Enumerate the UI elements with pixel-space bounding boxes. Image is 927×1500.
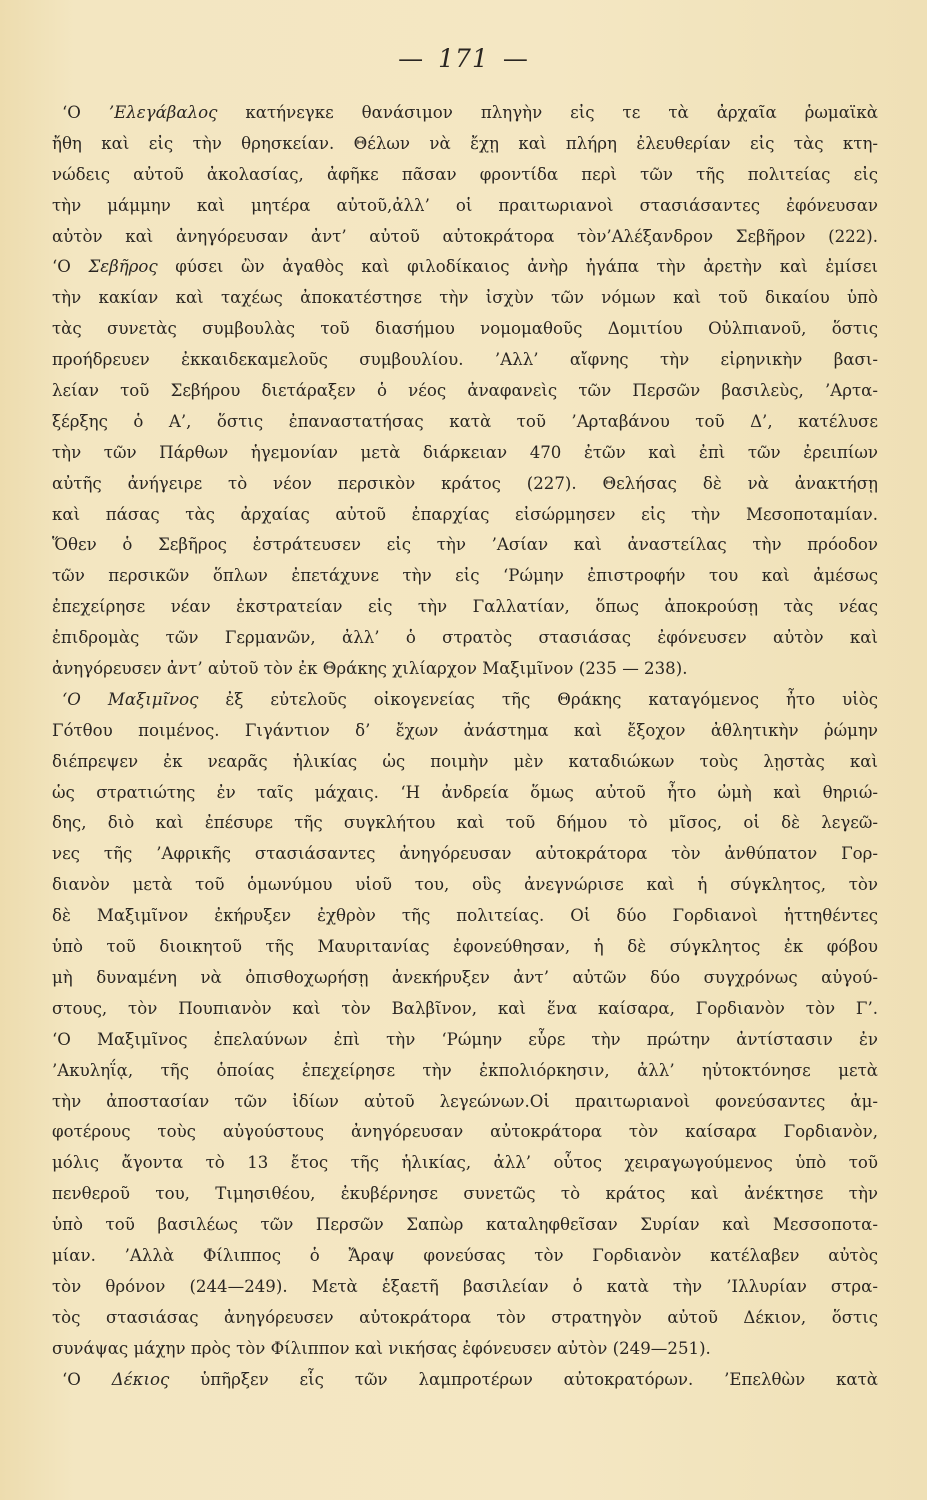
text-fragment: αὐτῆς ἀνήγειρε τὸ νέον περσικὸν κράτος (227). Θελήσας δὲ νὰ ἀνακτήσῃ — [52, 473, 878, 493]
text-fragment: πενθεροῦ του, Τιμησιθέου, ἐκυβέρνησε συνετῶς τὸ κράτος καὶ ἀνέκτησε τὴν — [52, 1184, 878, 1204]
text-line — [52, 623, 878, 654]
text-fragment: τὴν κακίαν καὶ ταχέως ἀποκατέστησε τὴν ἰσχὺν τῶν νόμων καὶ τοῦ δικαίου ὑπὸ — [52, 288, 878, 308]
text-fragment: τῶν περσικῶν ὅπλων ἐπετάχυνε τὴν εἰς ‘Ρώμην ἐπιστροφήν του καὶ ἀμέσως — [52, 566, 878, 586]
text-fragment: συνάψας μάχην πρὸς τὸν Φίλιππον καὶ νικήσας ἐφόνευσεν αὐτὸν (249—251). — [52, 1338, 711, 1358]
text-fragment: νες τῆς ’Αφρικῆς στασιάσαντες ἀνηγόρευσαν αὐτοκράτορα τὸν ἀνθύπατον Γορ- — [52, 844, 878, 864]
text-line — [52, 839, 878, 870]
text-line — [52, 654, 878, 685]
text-fragment: τὸν θρόνον (244—249). Μετὰ ἑξαετῆ βασιλείαν ὁ κατὰ τὴν ’Ιλλυρίαν στρα- — [52, 1276, 878, 1296]
text-fragment: ξέρξης ὁ Α’, ὅστις ἐπαναστατήσας κατὰ τοῦ ’Αρταβάνου τοῦ Δ’, κατέλυσε — [52, 411, 878, 431]
text-fragment: ὑπὸ τοῦ βασιλέως τῶν Περσῶν Σαπὼρ καταληφθεῖσαν Συρίαν καὶ Μεσσοποτα- — [52, 1215, 878, 1235]
text-fragment: φύσει ὢν ἀγαθὸς καὶ φιλοδίκαιος ἀνὴρ ἠγάπα τὴν ἀρετὴν καὶ ἐμίσει — [157, 257, 878, 277]
text-fragment: ὑπὸ τοῦ διοικητοῦ τῆς Μαυριτανίας ἐφονεύθησαν, ἡ δὲ σύγκλητος ἐκ φόβου — [52, 937, 878, 957]
text-fragment: ὑπῆρξεν εἷς τῶν λαμπροτέρων αὐτοκρατόρων. ’Επελθὼν κατὰ — [169, 1369, 878, 1389]
text-fragment: δης, διὸ καὶ ἐπέσυρε τῆς συγκλήτου καὶ τοῦ δήμου τὸ μῖσος, οἱ δὲ λεγεῶ- — [52, 813, 878, 833]
text-fragment: προήδρευεν ἐκκαιδεκαμελοῦς συμβουλίου. ’Αλλ’ αἴφνης τὴν εἰρηνικὴν βασι- — [52, 350, 878, 370]
text-line — [52, 808, 878, 839]
text-fragment: τὴν τῶν Πάρθων ἡγεμονίαν μετὰ διάρκειαν 470 ἐτῶν καὶ ἐπὶ τῶν ἐρειπίων — [52, 442, 878, 462]
text-line — [52, 530, 878, 561]
text-fragment: μίαν. ’Αλλὰ Φίλιππος ὁ Ἄραψ φονεύσας τὸν Γορδιανὸν κατέλαβεν αὐτὸς — [52, 1245, 878, 1265]
text-line — [52, 1365, 878, 1396]
body-text — [52, 98, 878, 1395]
text-fragment: Γότθου ποιμένος. Γιγάντιον δ’ ἔχων ἀνάστημα καὶ ἔξοχον ἀθλητικὴν ῥώμην — [52, 720, 878, 740]
text-line — [52, 98, 878, 129]
text-line — [52, 870, 878, 901]
text-line — [52, 561, 878, 592]
text-fragment: Ὅθεν ὁ Σεβῆρος ἐστράτευσεν εἰς τὴν ’Ασίαν καὶ ἀναστείλας τὴν πρόοδον — [52, 535, 878, 555]
text-line — [52, 376, 878, 407]
text-line — [52, 778, 878, 809]
page-number-dash-right: — — [502, 44, 529, 73]
text-fragment: ἐπεχείρησε νέαν ἐκστρατείαν εἰς τὴν Γαλλατίαν, ὅπως ἀποκρούσῃ τὰς νέας — [52, 597, 878, 617]
text-line — [52, 1272, 878, 1303]
text-fragment: ἐξ εὐτελοῦς οἰκογενείας τῆς Θράκης καταγόμενος ἦτο υἱὸς — [198, 689, 878, 709]
text-fragment: ‘Ο — [52, 257, 89, 277]
text-fragment: ‘Ο — [62, 103, 109, 122]
text-line — [52, 1179, 878, 1210]
text-fragment: δὲ Μαξιμῖνον ἐκήρυξεν ἐχθρὸν τῆς πολιτείας. Οἱ δύο Γορδιανοὶ ἡττηθέντες — [52, 906, 878, 926]
text-line — [52, 1148, 878, 1179]
text-line — [52, 994, 878, 1025]
emperor-name: ‘Ο Μαξιμῖνος — [62, 689, 199, 709]
text-fragment: καὶ πάσας τὰς ἀρχαίας αὐτοῦ ἐπαρχίας εἰσώρμησεν εἰς τὴν Μεσοποταμίαν. — [52, 504, 878, 524]
text-fragment: ἐπιδρομὰς τῶν Γερμανῶν, ἀλλ’ ὁ στρατὸς στασιάσας ἐφόνευσεν αὐτὸν καὶ — [52, 628, 878, 648]
text-line — [52, 1117, 878, 1148]
text-fragment: διέπρεψεν ἐκ νεαρᾶς ἡλικίας ὡς ποιμὴν μὲν καταδιώκων τοὺς λῃστὰς καὶ — [52, 751, 878, 771]
text-fragment: ἤθη καὶ εἰς τὴν θρησκείαν. Θέλων νὰ ἔχῃ καὶ πλήρη ἐλευθερίαν εἰς τὰς κτη- — [52, 133, 878, 153]
text-fragment: νώδεις αὐτοῦ ἀκολασίας, ἀφῆκε πᾶσαν φροντίδα περὶ τῶν τῆς πολιτείας εἰς — [52, 164, 878, 184]
text-line — [52, 469, 878, 500]
text-fragment: τὰς συνετὰς συμβουλὰς τοῦ διασήμου νομομαθοῦς Δομιτίου Οὐλπιανοῦ, ὅστις — [52, 319, 878, 339]
text-fragment: τὸς στασιάσας ἀνηγόρευσεν αὐτοκράτορα τὸν στρατηγὸν αὐτοῦ Δέκιον, ὅστις — [52, 1307, 878, 1327]
text-line — [52, 901, 878, 932]
text-line — [52, 685, 878, 716]
text-line — [52, 407, 878, 438]
text-fragment: στους, τὸν Πουπιανὸν καὶ τὸν Βαλβῖνον, καὶ ἕνα καίσαρα, Γορδιανὸν τὸν Γ’. — [52, 998, 878, 1018]
text-line — [52, 1210, 878, 1241]
text-fragment: αὐτὸν καὶ ἀνηγόρευσαν ἀντ’ αὐτοῦ αὐτοκράτορα τὸν’Αλέξανδρον Σεβῆρον (222). — [52, 226, 878, 246]
text-line — [52, 1056, 878, 1087]
text-line — [52, 1241, 878, 1272]
emperor-name: ’Ελεγάβαλος — [108, 103, 218, 122]
text-fragment: λείαν τοῦ Σεβήρου διετάραξεν ὁ νέος ἀναφανεὶς τῶν Περσῶν βασιλεὺς, ’Αρτα- — [52, 381, 878, 401]
text-fragment: τὴν ἀποστασίαν τῶν ἰδίων αὐτοῦ λεγεώνων.Οἱ πραιτωριανοὶ φονεύσαντες ἀμ- — [52, 1091, 878, 1111]
text-fragment: ἀνηγόρευσεν ἀντ’ αὐτοῦ τὸν ἐκ Θράκης χιλίαρχον Μαξιμῖνον (235 — 238). — [52, 659, 688, 679]
text-fragment: ‘Ο — [62, 1369, 112, 1389]
text-line — [52, 160, 878, 191]
text-line — [52, 1334, 878, 1365]
text-fragment: ‘Ο Μαξιμῖνος ἐπελαύνων ἐπὶ τὴν ‘Ρώμην εὗρε τὴν πρώτην ἀντίστασιν ἐν — [52, 1029, 878, 1049]
text-line — [52, 191, 878, 222]
page-number: 171 — [438, 44, 489, 73]
text-line — [52, 129, 878, 160]
page-number-dash-left: — — [398, 44, 425, 73]
text-line — [52, 314, 878, 345]
text-line — [52, 932, 878, 963]
text-line — [52, 1087, 878, 1118]
text-fragment: μὴ δυναμένη νὰ ὀπισθοχωρήσῃ ἀνεκήρυξεν ἀντ’ αὐτῶν δύο συγχρόνως αὐγού- — [52, 967, 878, 987]
text-line — [52, 963, 878, 994]
text-line — [52, 345, 878, 376]
text-line — [52, 438, 878, 469]
text-fragment: κατήνεγκε θανάσιμον πληγὴν εἰς τε τὰ ἀρχαῖα ῥωμαϊκὰ — [217, 103, 878, 122]
text-line — [52, 252, 878, 283]
text-line — [52, 283, 878, 314]
text-line — [52, 747, 878, 778]
emperor-name: Σεβῆρος — [88, 257, 158, 277]
text-fragment: διανὸν μετὰ τοῦ ὁμωνύμου υἱοῦ του, οὓς ἀνεγνώρισε καὶ ἡ σύγκλητος, τὸν — [52, 875, 878, 895]
text-fragment: μόλις ἄγοντα τὸ 13 ἔτος τῆς ἡλικίας, ἀλλ’ οὗτος χειραγωγούμενος ὑπὸ τοῦ — [52, 1153, 878, 1173]
text-fragment: τὴν μάμμην καὶ μητέρα αὐτοῦ,ἀλλ’ οἱ πραιτωριανοὶ στασιάσαντες ἐφόνευσαν — [52, 195, 878, 215]
emperor-name: Δέκιος — [111, 1369, 170, 1389]
text-fragment: φοτέρους τοὺς αὐγούστους ἀνηγόρευσαν αὐτοκράτορα τὸν καίσαρα Γορδιανὸν, — [52, 1122, 878, 1142]
text-line — [52, 716, 878, 747]
page-number-header — [0, 44, 927, 73]
text-fragment: ὡς στρατιώτης ἐν ταῖς μάχαις. ‘Η ἀνδρεία ὅμως αὐτοῦ ἦτο ὠμὴ καὶ θηριώ- — [52, 782, 878, 802]
text-fragment: ’Ακυληΐᾳ, τῆς ὁποίας ἐπεχείρησε τὴν ἐκπολιόρκησιν, ἀλλ’ ηὐτοκτόνησε μετὰ — [52, 1060, 878, 1080]
text-line — [52, 1025, 878, 1056]
text-line — [52, 500, 878, 531]
text-line — [52, 592, 878, 623]
text-line — [52, 222, 878, 253]
text-line — [52, 1303, 878, 1334]
